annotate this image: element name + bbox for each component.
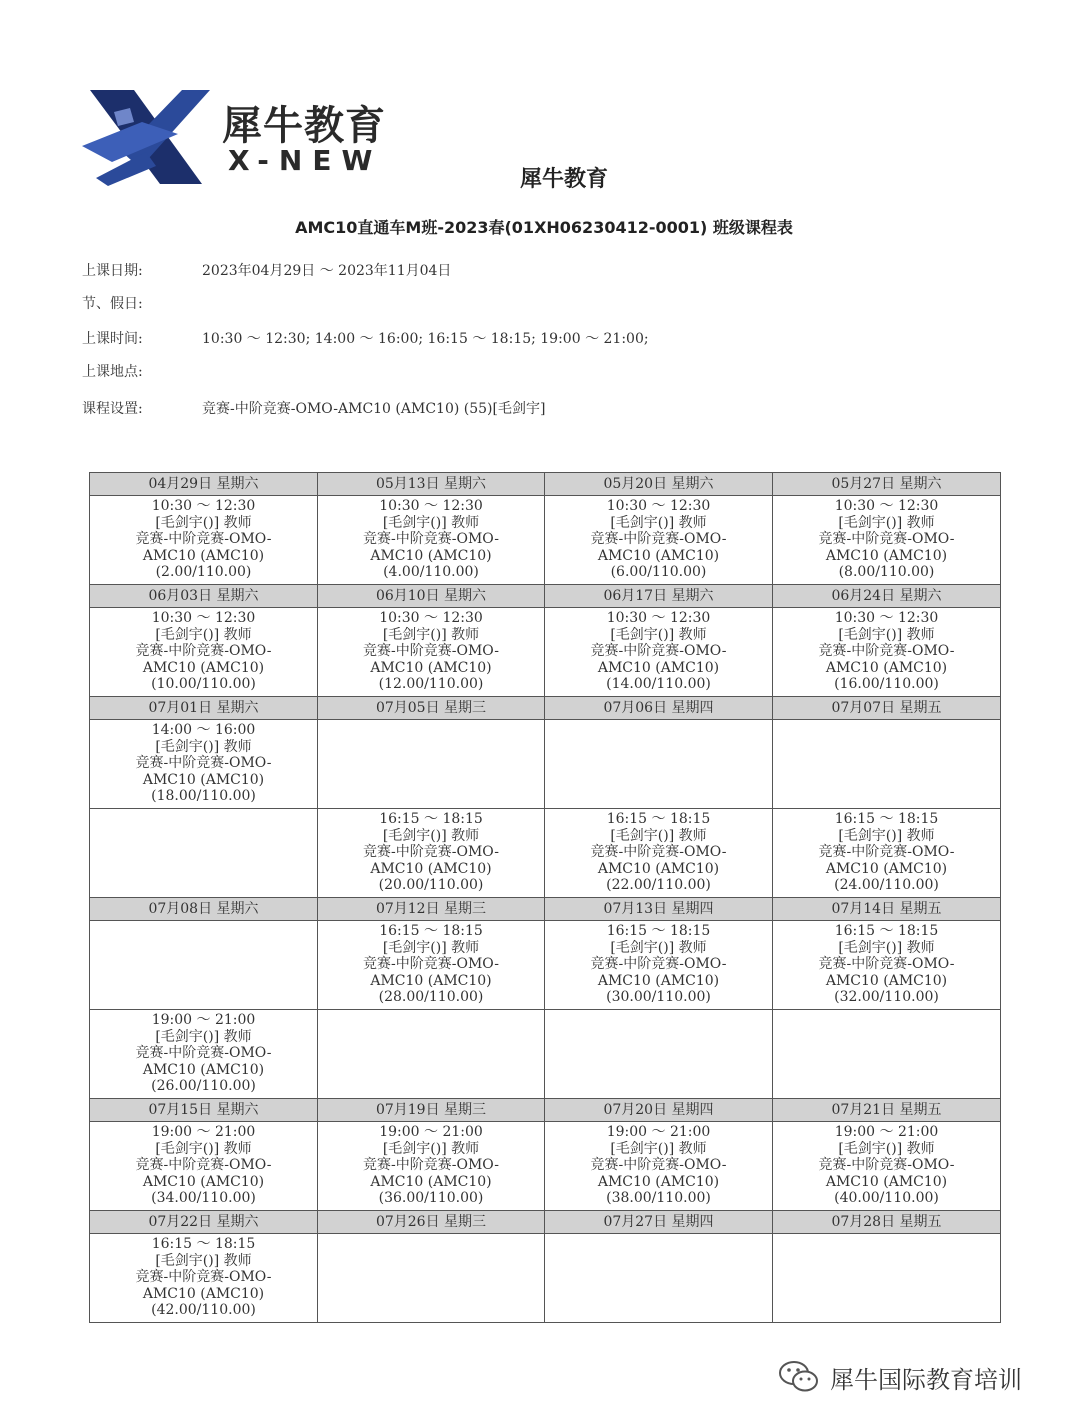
schedule-date-row xyxy=(90,585,1001,608)
schedule-table xyxy=(89,472,1001,1323)
schedule-date-cell: 07月22日 星期六 xyxy=(90,1211,318,1234)
session-course-code: AMC10 (AMC10) xyxy=(597,1173,720,1190)
document-title: AMC10直通车M班-2023春(01XH06230412-0001) 班级课程表 xyxy=(295,218,793,237)
schedule-date-cell: 07月21日 星期五 xyxy=(773,1099,1001,1122)
session-cell xyxy=(545,496,773,585)
session-progress: (18.00/110.00) xyxy=(151,788,256,804)
brand-name-en: X-NEW xyxy=(228,144,383,177)
session-time: 10:30 ～ 12:30 xyxy=(606,498,711,514)
session-progress: (36.00/110.00) xyxy=(378,1190,484,1206)
session-teacher: [毛剑宇()] 教师 xyxy=(838,514,935,531)
session-teacher: [毛剑宇()] 教师 xyxy=(838,827,935,844)
schedule-date-cell: 07月05日 星期三 xyxy=(318,697,545,720)
session-time: 19:00 ～ 21:00 xyxy=(379,1124,483,1140)
session-teacher: [毛剑宇()] 教师 xyxy=(155,514,252,531)
session-teacher: [毛剑宇()] 教师 xyxy=(838,626,935,643)
session-course-code: AMC10 (AMC10) xyxy=(142,659,265,676)
empty-cell xyxy=(773,720,1001,809)
schedule-session-row xyxy=(90,496,1001,585)
session-cell xyxy=(773,921,1001,1010)
empty-cell xyxy=(90,809,318,898)
session-course: 竞赛-中阶竞赛-OMO- xyxy=(818,956,955,972)
info-row-holiday xyxy=(82,293,202,313)
info-label: 上课地点: xyxy=(82,364,143,380)
empty-cell xyxy=(90,921,318,1010)
wechat-footer xyxy=(778,1358,1022,1396)
session-course: 竞赛-中阶竞赛-OMO- xyxy=(590,643,727,659)
session-cell xyxy=(773,809,1001,898)
session-cell xyxy=(545,921,773,1010)
session-progress: (38.00/110.00) xyxy=(606,1190,711,1206)
session-course: 竞赛-中阶竞赛-OMO- xyxy=(590,1157,727,1173)
session-time: 16:15 ～ 18:15 xyxy=(834,923,939,939)
session-teacher: [毛剑宇()] 教师 xyxy=(155,1140,252,1157)
session-cell xyxy=(318,496,545,585)
session-progress: (40.00/110.00) xyxy=(834,1190,939,1206)
schedule-date-cell: 07月20日 星期四 xyxy=(545,1099,773,1122)
schedule-date-cell: 07月27日 星期四 xyxy=(545,1211,773,1234)
session-teacher: [毛剑宇()] 教师 xyxy=(155,626,252,643)
session-cell xyxy=(318,608,545,697)
empty-cell xyxy=(545,1234,773,1323)
session-teacher: [毛剑宇()] 教师 xyxy=(155,738,252,755)
session-teacher: [毛剑宇()] 教师 xyxy=(155,1252,252,1269)
session-progress: (34.00/110.00) xyxy=(151,1190,256,1206)
session-cell xyxy=(90,496,318,585)
schedule-session-row xyxy=(90,921,1001,1010)
session-cell xyxy=(545,1122,773,1211)
schedule-date-cell: 07月15日 星期六 xyxy=(90,1099,318,1122)
session-progress: (32.00/110.00) xyxy=(834,989,939,1005)
session-course-code: AMC10 (AMC10) xyxy=(142,1285,265,1302)
schedule-date-cell: 07月26日 星期三 xyxy=(318,1211,545,1234)
info-row-course xyxy=(82,398,545,418)
schedule-date-cell: 06月03日 星期六 xyxy=(90,585,318,608)
schedule-date-row xyxy=(90,1211,1001,1234)
schedule-date-row xyxy=(90,898,1001,921)
session-cell xyxy=(90,1122,318,1211)
schedule-date-cell: 05月27日 星期六 xyxy=(773,473,1001,496)
session-progress: (16.00/110.00) xyxy=(834,676,939,692)
session-cell xyxy=(545,809,773,898)
schedule-session-row xyxy=(90,1122,1001,1211)
session-course-code: AMC10 (AMC10) xyxy=(370,972,492,989)
session-course-code: AMC10 (AMC10) xyxy=(597,972,720,989)
session-progress: (26.00/110.00) xyxy=(151,1078,256,1094)
session-teacher: [毛剑宇()] 教师 xyxy=(610,514,707,531)
schedule-date-cell: 06月17日 星期六 xyxy=(545,585,773,608)
session-time: 16:15 ～ 18:15 xyxy=(379,923,483,939)
session-time: 19:00 ～ 21:00 xyxy=(151,1012,256,1028)
wechat-icon xyxy=(778,1358,820,1396)
schedule-date-cell: 07月19日 星期三 xyxy=(318,1099,545,1122)
session-teacher: [毛剑宇()] 教师 xyxy=(610,626,707,643)
schedule-date-cell: 07月13日 星期四 xyxy=(545,898,773,921)
schedule-date-cell: 04月29日 星期六 xyxy=(90,473,318,496)
session-progress: (24.00/110.00) xyxy=(834,877,939,893)
session-cell xyxy=(318,809,545,898)
session-course: 竞赛-中阶竞赛-OMO- xyxy=(135,1045,272,1061)
session-progress: (4.00/110.00) xyxy=(383,564,479,580)
session-teacher: [毛剑宇()] 教师 xyxy=(382,626,480,643)
org-title: 犀牛教育 xyxy=(519,167,608,192)
session-cell xyxy=(318,1122,545,1211)
schedule-date-cell: 07月08日 星期六 xyxy=(90,898,318,921)
session-teacher: [毛剑宇()] 教师 xyxy=(382,827,480,844)
session-course-code: AMC10 (AMC10) xyxy=(825,972,948,989)
session-progress: (20.00/110.00) xyxy=(378,877,484,893)
schedule-session-row xyxy=(90,809,1001,898)
wechat-account-name: 犀牛国际教育培训 xyxy=(830,1365,1022,1394)
session-teacher: [毛剑宇()] 教师 xyxy=(838,1140,935,1157)
empty-cell xyxy=(318,720,545,809)
schedule-date-cell: 07月12日 星期三 xyxy=(318,898,545,921)
info-label: 上课日期: xyxy=(82,263,143,279)
session-time: 10:30 ～ 12:30 xyxy=(606,610,711,626)
info-value: 2023年04月29日 ～ 2023年11月04日 xyxy=(202,263,452,279)
session-course-code: AMC10 (AMC10) xyxy=(370,659,492,676)
schedule-date-cell: 07月07日 星期五 xyxy=(773,697,1001,720)
session-progress: (10.00/110.00) xyxy=(151,676,256,692)
session-course-code: AMC10 (AMC10) xyxy=(142,771,265,788)
session-teacher: [毛剑宇()] 教师 xyxy=(610,1140,707,1157)
session-progress: (22.00/110.00) xyxy=(606,877,711,893)
session-time: 10:30 ～ 12:30 xyxy=(834,498,939,514)
empty-cell xyxy=(318,1010,545,1099)
schedule-date-cell: 05月13日 星期六 xyxy=(318,473,545,496)
session-course: 竞赛-中阶竞赛-OMO- xyxy=(135,643,272,659)
schedule-date-cell: 07月01日 星期六 xyxy=(90,697,318,720)
session-cell xyxy=(545,608,773,697)
session-course-code: AMC10 (AMC10) xyxy=(142,1173,265,1190)
empty-cell xyxy=(773,1010,1001,1099)
empty-cell xyxy=(545,720,773,809)
session-course: 竞赛-中阶竞赛-OMO- xyxy=(590,844,727,860)
session-progress: (30.00/110.00) xyxy=(606,989,711,1005)
session-time: 19:00 ～ 21:00 xyxy=(834,1124,939,1140)
brand-name-cn: 犀牛教育 xyxy=(222,103,386,149)
schedule-date-cell: 05月20日 星期六 xyxy=(545,473,773,496)
session-teacher: [毛剑宇()] 教师 xyxy=(838,939,935,956)
session-course: 竞赛-中阶竞赛-OMO- xyxy=(135,1157,272,1173)
session-course-code: AMC10 (AMC10) xyxy=(825,659,948,676)
session-course: 竞赛-中阶竞赛-OMO- xyxy=(818,531,955,547)
session-time: 10:30 ～ 12:30 xyxy=(834,610,939,626)
session-cell xyxy=(773,1122,1001,1211)
session-teacher: [毛剑宇()] 教师 xyxy=(155,1028,252,1045)
session-time: 16:15 ～ 18:15 xyxy=(606,923,711,939)
info-value: 10:30 ～ 12:30; 14:00 ～ 16:00; 16:15 ～ 18:15; 19:00 ～ 21:00; xyxy=(202,331,649,347)
info-label: 课程设置: xyxy=(82,401,143,417)
session-cell xyxy=(773,608,1001,697)
session-course: 竞赛-中阶竞赛-OMO- xyxy=(363,531,499,547)
session-progress: (42.00/110.00) xyxy=(151,1302,256,1318)
session-course: 竞赛-中阶竞赛-OMO- xyxy=(590,956,727,972)
schedule-date-row xyxy=(90,1099,1001,1122)
session-cell xyxy=(90,608,318,697)
session-course: 竞赛-中阶竞赛-OMO- xyxy=(590,531,727,547)
session-time: 16:15 ～ 18:15 xyxy=(606,811,711,827)
session-time: 19:00 ～ 21:00 xyxy=(606,1124,711,1140)
session-progress: (6.00/110.00) xyxy=(610,564,707,580)
session-progress: (8.00/110.00) xyxy=(838,564,935,580)
session-course-code: AMC10 (AMC10) xyxy=(825,860,948,877)
empty-cell xyxy=(773,1234,1001,1323)
session-course-code: AMC10 (AMC10) xyxy=(825,547,948,564)
session-course-code: AMC10 (AMC10) xyxy=(142,1061,265,1078)
session-teacher: [毛剑宇()] 教师 xyxy=(610,827,707,844)
session-time: 14:00 ～ 16:00 xyxy=(151,722,256,738)
session-course-code: AMC10 (AMC10) xyxy=(370,1173,492,1190)
session-course-code: AMC10 (AMC10) xyxy=(597,547,720,564)
session-course: 竞赛-中阶竞赛-OMO- xyxy=(363,956,499,972)
session-time: 10:30 ～ 12:30 xyxy=(379,498,483,514)
schedule-date-cell: 07月28日 星期五 xyxy=(773,1211,1001,1234)
session-time: 10:30 ～ 12:30 xyxy=(379,610,483,626)
session-progress: (2.00/110.00) xyxy=(155,564,252,580)
session-course-code: AMC10 (AMC10) xyxy=(142,547,265,564)
session-teacher: [毛剑宇()] 教师 xyxy=(610,939,707,956)
session-course: 竞赛-中阶竞赛-OMO- xyxy=(818,844,955,860)
session-time: 19:00 ～ 21:00 xyxy=(151,1124,256,1140)
session-progress: (28.00/110.00) xyxy=(378,989,484,1005)
session-cell xyxy=(90,1010,318,1099)
session-course: 竞赛-中阶竞赛-OMO- xyxy=(135,531,272,547)
empty-cell xyxy=(318,1234,545,1323)
info-row-time xyxy=(82,328,649,348)
empty-cell xyxy=(545,1010,773,1099)
session-course-code: AMC10 (AMC10) xyxy=(370,547,492,564)
session-time: 16:15 ～ 18:15 xyxy=(151,1236,256,1252)
info-row-location xyxy=(82,361,202,381)
schedule-date-cell: 07月06日 星期四 xyxy=(545,697,773,720)
session-teacher: [毛剑宇()] 教师 xyxy=(382,939,480,956)
session-time: 16:15 ～ 18:15 xyxy=(834,811,939,827)
schedule-session-row xyxy=(90,608,1001,697)
schedule-date-cell: 06月10日 星期六 xyxy=(318,585,545,608)
session-course: 竞赛-中阶竞赛-OMO- xyxy=(818,1157,955,1173)
session-course: 竞赛-中阶竞赛-OMO- xyxy=(363,844,499,860)
session-cell xyxy=(773,496,1001,585)
info-label: 节、假日: xyxy=(82,296,143,312)
schedule-session-row xyxy=(90,1010,1001,1099)
schedule-session-row xyxy=(90,1234,1001,1323)
info-value: 竞赛-中阶竞赛-OMO-AMC10 (AMC10) (55)[毛剑宇] xyxy=(202,401,546,417)
session-course-code: AMC10 (AMC10) xyxy=(597,860,720,877)
session-cell xyxy=(90,720,318,809)
session-teacher: [毛剑宇()] 教师 xyxy=(382,514,480,531)
session-progress: (14.00/110.00) xyxy=(606,676,711,692)
session-course-code: AMC10 (AMC10) xyxy=(825,1173,948,1190)
session-course: 竞赛-中阶竞赛-OMO- xyxy=(363,643,499,659)
session-course-code: AMC10 (AMC10) xyxy=(597,659,720,676)
info-label: 上课时间: xyxy=(82,331,143,347)
session-course: 竞赛-中阶竞赛-OMO- xyxy=(363,1157,499,1173)
schedule-date-row xyxy=(90,473,1001,496)
session-cell xyxy=(318,921,545,1010)
schedule-date-cell: 06月24日 星期六 xyxy=(773,585,1001,608)
session-course: 竞赛-中阶竞赛-OMO- xyxy=(135,1269,272,1285)
session-progress: (12.00/110.00) xyxy=(378,676,484,692)
schedule-date-cell: 07月14日 星期五 xyxy=(773,898,1001,921)
schedule-session-row xyxy=(90,720,1001,809)
session-teacher: [毛剑宇()] 教师 xyxy=(382,1140,480,1157)
schedule-date-row xyxy=(90,697,1001,720)
session-time: 10:30 ～ 12:30 xyxy=(151,610,256,626)
session-time: 10:30 ～ 12:30 xyxy=(151,498,256,514)
session-course-code: AMC10 (AMC10) xyxy=(370,860,492,877)
session-course: 竞赛-中阶竞赛-OMO- xyxy=(135,755,272,771)
session-cell xyxy=(90,1234,318,1323)
session-course: 竞赛-中阶竞赛-OMO- xyxy=(818,643,955,659)
session-time: 16:15 ～ 18:15 xyxy=(379,811,483,827)
info-row-date xyxy=(82,260,451,280)
